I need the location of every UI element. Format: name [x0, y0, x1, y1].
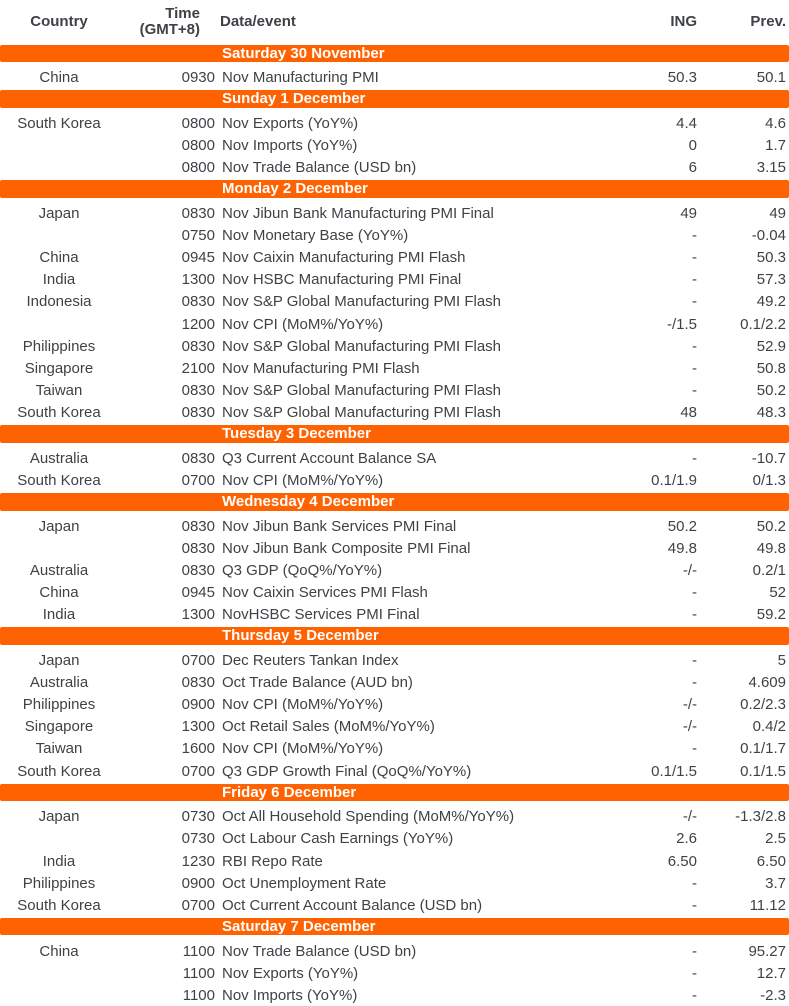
country-cell: Indonesia	[0, 293, 118, 310]
event-row	[0, 940, 789, 962]
ing-forecast-cell: 6	[560, 159, 697, 176]
event-cell: Nov Exports (YoY%)	[215, 115, 560, 132]
time-header-line2: (GMT+8)	[118, 22, 200, 38]
ing-forecast-cell: 0.1/1.5	[560, 763, 697, 780]
time-cell: 0945	[118, 584, 215, 601]
ing-forecast-cell: -	[560, 897, 697, 914]
prev-value-cell: 3.15	[697, 159, 789, 176]
country-cell: Japan	[0, 205, 118, 222]
prev-value-cell: 2.5	[697, 830, 789, 847]
prev-value-cell: 49.8	[697, 540, 789, 557]
time-cell: 0830	[118, 540, 215, 557]
prev-value-cell: 6.50	[697, 853, 789, 870]
prev-value-cell: 11.12	[697, 897, 789, 914]
event-cell: Dec Reuters Tankan Index	[215, 652, 560, 669]
column-header-time	[118, 6, 215, 38]
country-cell: Taiwan	[0, 740, 118, 757]
event-cell: Q3 GDP Growth Final (QoQ%/YoY%)	[215, 763, 560, 780]
country-cell: South Korea	[0, 115, 118, 132]
ing-forecast-cell: -	[560, 875, 697, 892]
prev-value-cell: 0.4/2	[697, 718, 789, 735]
ing-forecast-cell: 49.8	[560, 540, 697, 557]
ing-forecast-cell: -	[560, 652, 697, 669]
country-cell: Philippines	[0, 875, 118, 892]
prev-value-cell: 49	[697, 205, 789, 222]
event-cell: Nov Imports (YoY%)	[215, 137, 560, 154]
country-cell: Philippines	[0, 338, 118, 355]
event-row	[0, 984, 789, 1006]
event-row	[0, 379, 789, 401]
event-row	[0, 357, 789, 379]
prev-value-cell: 57.3	[697, 271, 789, 288]
time-cell: 0900	[118, 696, 215, 713]
ing-forecast-cell: -	[560, 293, 697, 310]
event-cell: Nov Jibun Bank Manufacturing PMI Final	[215, 205, 560, 222]
time-cell: 0800	[118, 159, 215, 176]
time-cell: 1100	[118, 943, 215, 960]
ing-forecast-cell: 0.1/1.9	[560, 472, 697, 489]
country-cell: Japan	[0, 808, 118, 825]
country-cell: Taiwan	[0, 382, 118, 399]
prev-value-cell: 0.1/2.2	[697, 316, 789, 333]
event-cell: RBI Repo Rate	[215, 853, 560, 870]
day-section-title: Sunday 1 December	[0, 90, 789, 108]
column-header-country: Country	[0, 13, 118, 30]
event-row	[0, 962, 789, 984]
event-cell: Nov Caixin Services PMI Flash	[215, 584, 560, 601]
day-section-bar	[0, 627, 789, 649]
country-cell: China	[0, 584, 118, 601]
ing-forecast-cell: -	[560, 965, 697, 982]
ing-forecast-cell: -	[560, 943, 697, 960]
country-cell: China	[0, 249, 118, 266]
event-cell: Nov Exports (YoY%)	[215, 965, 560, 982]
country-cell: Singapore	[0, 360, 118, 377]
ing-forecast-cell: 0	[560, 137, 697, 154]
event-row	[0, 850, 789, 872]
prev-value-cell: 3.7	[697, 875, 789, 892]
prev-value-cell: 59.2	[697, 606, 789, 623]
time-cell: 0700	[118, 763, 215, 780]
prev-value-cell: 1.7	[697, 137, 789, 154]
event-row	[0, 67, 789, 89]
ing-forecast-cell: -/-	[560, 562, 697, 579]
time-cell: 0945	[118, 249, 215, 266]
time-cell: 0730	[118, 808, 215, 825]
event-cell: Nov Trade Balance (USD bn)	[215, 159, 560, 176]
time-cell: 2100	[118, 360, 215, 377]
time-cell: 0830	[118, 518, 215, 535]
ing-forecast-cell: -	[560, 450, 697, 467]
time-cell: 0830	[118, 293, 215, 310]
prev-value-cell: 4.6	[697, 115, 789, 132]
event-row	[0, 806, 789, 828]
event-row	[0, 582, 789, 604]
ing-forecast-cell: 2.6	[560, 830, 697, 847]
time-cell: 1300	[118, 606, 215, 623]
ing-forecast-cell: -	[560, 382, 697, 399]
event-row	[0, 247, 789, 269]
country-cell: India	[0, 853, 118, 870]
column-header-ing: ING	[560, 13, 697, 30]
time-cell: 1300	[118, 718, 215, 735]
country-cell: India	[0, 271, 118, 288]
time-cell: 0830	[118, 562, 215, 579]
ing-forecast-cell: 50.2	[560, 518, 697, 535]
event-cell: Nov Imports (YoY%)	[215, 987, 560, 1004]
event-cell: Oct Current Account Balance (USD bn)	[215, 897, 560, 914]
time-cell: 0930	[118, 69, 215, 86]
event-cell: Nov HSBC Manufacturing PMI Final	[215, 271, 560, 288]
prev-value-cell: -2.3	[697, 987, 789, 1004]
time-cell: 0900	[118, 875, 215, 892]
day-section-bar	[0, 425, 789, 447]
day-section-bar	[0, 45, 789, 67]
time-cell: 0700	[118, 472, 215, 489]
event-row	[0, 604, 789, 626]
event-row	[0, 157, 789, 179]
prev-value-cell: 50.2	[697, 518, 789, 535]
country-cell: Australia	[0, 562, 118, 579]
event-cell: Nov S&P Global Manufacturing PMI Flash	[215, 338, 560, 355]
event-row	[0, 760, 789, 782]
prev-value-cell: 0.1/1.7	[697, 740, 789, 757]
country-cell: India	[0, 606, 118, 623]
column-header-prev: Prev.	[697, 13, 789, 30]
event-cell: Nov Caixin Manufacturing PMI Flash	[215, 249, 560, 266]
event-cell: Oct All Household Spending (MoM%/YoY%)	[215, 808, 560, 825]
event-cell: Nov Monetary Base (YoY%)	[215, 227, 560, 244]
time-cell: 0700	[118, 897, 215, 914]
event-row	[0, 225, 789, 247]
prev-value-cell: 12.7	[697, 965, 789, 982]
country-cell: Singapore	[0, 718, 118, 735]
event-cell: Oct Retail Sales (MoM%/YoY%)	[215, 718, 560, 735]
event-row	[0, 716, 789, 738]
time-cell: 0830	[118, 404, 215, 421]
prev-value-cell: 0.1/1.5	[697, 763, 789, 780]
prev-value-cell: 52	[697, 584, 789, 601]
event-cell: Oct Unemployment Rate	[215, 875, 560, 892]
prev-value-cell: 0.2/1	[697, 562, 789, 579]
column-header-data-event: Data/event	[215, 13, 560, 30]
day-section-title: Tuesday 3 December	[0, 425, 789, 443]
event-cell: Oct Trade Balance (AUD bn)	[215, 674, 560, 691]
ing-forecast-cell: -	[560, 987, 697, 1004]
time-header-line1: Time	[118, 6, 200, 22]
prev-value-cell: 50.1	[697, 69, 789, 86]
table-body	[0, 45, 789, 1006]
country-cell: Japan	[0, 652, 118, 669]
country-cell: South Korea	[0, 763, 118, 780]
day-section-title: Thursday 5 December	[0, 627, 789, 645]
day-section-title: Friday 6 December	[0, 784, 789, 802]
event-cell: Nov CPI (MoM%/YoY%)	[215, 472, 560, 489]
event-cell: Nov CPI (MoM%/YoY%)	[215, 316, 560, 333]
event-row	[0, 872, 789, 894]
time-cell: 1230	[118, 853, 215, 870]
time-cell: 0750	[118, 227, 215, 244]
prev-value-cell: 4.609	[697, 674, 789, 691]
ing-forecast-cell: -	[560, 740, 697, 757]
ing-forecast-cell: 49	[560, 205, 697, 222]
ing-forecast-cell: -/-	[560, 718, 697, 735]
event-row	[0, 112, 789, 134]
country-cell: Australia	[0, 674, 118, 691]
ing-forecast-cell: -/-	[560, 808, 697, 825]
ing-forecast-cell: -	[560, 606, 697, 623]
day-section-bar	[0, 90, 789, 112]
day-section-title: Saturday 7 December	[0, 918, 789, 936]
event-row	[0, 469, 789, 491]
event-row	[0, 515, 789, 537]
day-section-bar	[0, 784, 789, 806]
country-cell: China	[0, 69, 118, 86]
time-cell: 0830	[118, 205, 215, 222]
event-row	[0, 135, 789, 157]
prev-value-cell: 50.2	[697, 382, 789, 399]
time-cell: 1100	[118, 965, 215, 982]
ing-forecast-cell: -	[560, 249, 697, 266]
time-cell: 0730	[118, 830, 215, 847]
event-row	[0, 738, 789, 760]
event-cell: Nov S&P Global Manufacturing PMI Flash	[215, 293, 560, 310]
time-cell: 0830	[118, 382, 215, 399]
day-section-bar	[0, 493, 789, 515]
event-cell: Nov Trade Balance (USD bn)	[215, 943, 560, 960]
prev-value-cell: 5	[697, 652, 789, 669]
day-section-title: Saturday 30 November	[0, 45, 789, 63]
ing-forecast-cell: -	[560, 584, 697, 601]
prev-value-cell: 52.9	[697, 338, 789, 355]
event-row	[0, 672, 789, 694]
event-cell: Nov Jibun Bank Composite PMI Final	[215, 540, 560, 557]
ing-forecast-cell: -	[560, 271, 697, 288]
country-cell: South Korea	[0, 404, 118, 421]
ing-forecast-cell: -	[560, 674, 697, 691]
event-row	[0, 313, 789, 335]
ing-forecast-cell: 4.4	[560, 115, 697, 132]
event-cell: Nov S&P Global Manufacturing PMI Flash	[215, 404, 560, 421]
time-cell: 0830	[118, 450, 215, 467]
time-cell: 0830	[118, 338, 215, 355]
event-row	[0, 402, 789, 424]
prev-value-cell: 50.8	[697, 360, 789, 377]
time-cell: 1100	[118, 987, 215, 1004]
country-cell: South Korea	[0, 897, 118, 914]
event-cell: Q3 GDP (QoQ%/YoY%)	[215, 562, 560, 579]
ing-forecast-cell: 48	[560, 404, 697, 421]
ing-forecast-cell: -/1.5	[560, 316, 697, 333]
prev-value-cell: 48.3	[697, 404, 789, 421]
country-cell: Australia	[0, 450, 118, 467]
prev-value-cell: 0/1.3	[697, 472, 789, 489]
prev-value-cell: 50.3	[697, 249, 789, 266]
event-cell: Nov S&P Global Manufacturing PMI Flash	[215, 382, 560, 399]
time-cell: 0700	[118, 652, 215, 669]
event-cell: NovHSBC Services PMI Final	[215, 606, 560, 623]
country-cell: China	[0, 943, 118, 960]
event-row	[0, 828, 789, 850]
day-section-bar	[0, 918, 789, 940]
time-cell: 0830	[118, 674, 215, 691]
time-cell: 0800	[118, 137, 215, 154]
day-section-bar	[0, 180, 789, 202]
prev-value-cell: 95.27	[697, 943, 789, 960]
event-cell: Nov CPI (MoM%/YoY%)	[215, 740, 560, 757]
time-cell: 1600	[118, 740, 215, 757]
time-cell: 0800	[118, 115, 215, 132]
ing-forecast-cell: -	[560, 227, 697, 244]
event-cell: Nov CPI (MoM%/YoY%)	[215, 696, 560, 713]
prev-value-cell: 49.2	[697, 293, 789, 310]
prev-value-cell: -1.3/2.8	[697, 808, 789, 825]
table-header-row	[0, 0, 789, 43]
event-cell: Nov Manufacturing PMI	[215, 69, 560, 86]
day-section-title: Wednesday 4 December	[0, 493, 789, 511]
ing-forecast-cell: -	[560, 338, 697, 355]
event-row	[0, 559, 789, 581]
ing-forecast-cell: 50.3	[560, 69, 697, 86]
event-cell: Nov Jibun Bank Services PMI Final	[215, 518, 560, 535]
prev-value-cell: -10.7	[697, 450, 789, 467]
country-cell: South Korea	[0, 472, 118, 489]
event-cell: Q3 Current Account Balance SA	[215, 450, 560, 467]
event-row	[0, 894, 789, 916]
country-cell: Philippines	[0, 696, 118, 713]
ing-forecast-cell: 6.50	[560, 853, 697, 870]
ing-forecast-cell: -	[560, 360, 697, 377]
event-cell: Oct Labour Cash Earnings (YoY%)	[215, 830, 560, 847]
event-cell: Nov Manufacturing PMI Flash	[215, 360, 560, 377]
event-row	[0, 649, 789, 671]
country-cell: Japan	[0, 518, 118, 535]
event-row	[0, 291, 789, 313]
event-row	[0, 694, 789, 716]
prev-value-cell: 0.2/2.3	[697, 696, 789, 713]
event-row	[0, 202, 789, 224]
prev-value-cell: -0.04	[697, 227, 789, 244]
time-cell: 1200	[118, 316, 215, 333]
ing-forecast-cell: -/-	[560, 696, 697, 713]
event-row	[0, 335, 789, 357]
event-row	[0, 447, 789, 469]
day-section-title: Monday 2 December	[0, 180, 789, 198]
event-row	[0, 269, 789, 291]
event-row	[0, 537, 789, 559]
time-cell: 1300	[118, 271, 215, 288]
